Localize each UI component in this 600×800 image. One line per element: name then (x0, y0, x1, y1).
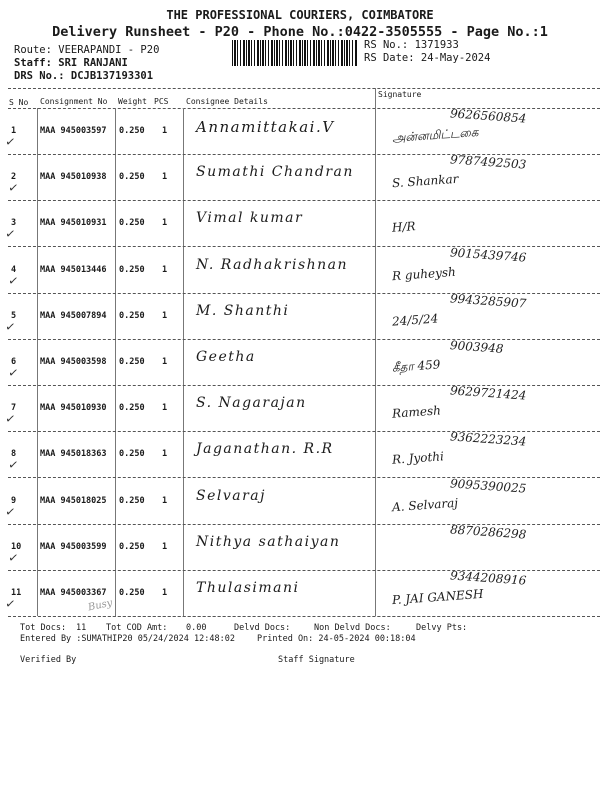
check-mark-icon: ✓ (7, 456, 19, 474)
row-weight: 0.250 (119, 218, 145, 228)
row-signature-number: 9015439746 (449, 245, 527, 265)
row-pcs: 1 (162, 126, 168, 136)
check-mark-icon: ✓ (4, 410, 16, 428)
col-weight: Weight (118, 97, 147, 106)
row-signature: P. JAI GANESH (391, 586, 484, 608)
row-weight: 0.250 (119, 265, 145, 275)
col-divider (37, 108, 38, 616)
rs-number: RS No.: 1371933 (364, 39, 459, 51)
check-mark-icon: ✓ (7, 364, 19, 382)
row-pcs: 1 (162, 357, 168, 367)
row-consignment: MAA 945010931 (40, 218, 107, 228)
check-mark-icon: ✓ (4, 318, 16, 336)
row-consignee-handwritten: Thulasimani (196, 580, 300, 596)
row-signature: R. Jyothi (391, 449, 445, 467)
row-consignment: MAA 945013446 (40, 265, 107, 275)
col-divider (375, 88, 376, 616)
entered-by: Entered By :SUMATHIP20 05/24/2024 12:48:02 (20, 634, 235, 644)
row-signature-number: 9344208916 (449, 568, 527, 588)
row-weight: 0.250 (119, 403, 145, 413)
row-sno: 3 (11, 218, 17, 228)
row-sno: 5 (11, 311, 17, 321)
row-pcs: 1 (162, 588, 168, 598)
row-consignee-handwritten: Annamittakai.V (196, 118, 335, 136)
tot-cod-value: 0.00 (186, 623, 207, 633)
row-weight: 0.250 (119, 449, 145, 459)
row-consignee-handwritten: Selvaraj (196, 488, 266, 504)
row-consignment: MAA 945003598 (40, 357, 107, 367)
col-sno: S No (9, 98, 29, 107)
col-consignment: Consignment No (40, 97, 108, 106)
tot-docs-value: 11 (76, 623, 87, 633)
row-consignment: MAA 945003597 (40, 126, 107, 136)
check-mark-icon: ✓ (4, 225, 16, 243)
row-sno: 7 (11, 403, 17, 413)
row-pcs: 1 (162, 496, 168, 506)
row-signature: Ramesh (391, 403, 442, 421)
row-divider (8, 293, 600, 294)
row-consignment: MAA 945007894 (40, 311, 107, 321)
verified-by: Verified By (20, 655, 77, 665)
table-bottom-rule (8, 616, 600, 617)
row-pcs: 1 (162, 218, 168, 228)
rs-date: RS Date: 24-May-2024 (364, 52, 491, 64)
runsheet-title: Delivery Runsheet - P20 - Phone No.:0422-3505555 - Page No.:1 (52, 24, 548, 40)
row-signature: A. Selvaraj (391, 495, 459, 515)
row-consignee-handwritten: Nithya sathaiyan (196, 534, 341, 550)
row-signature-number: 9629721424 (449, 383, 527, 403)
row-weight: 0.250 (119, 588, 145, 598)
col-signature: Signature (378, 90, 422, 99)
check-mark-icon: ✓ (7, 549, 19, 567)
row-consignment: MAA 945010930 (40, 403, 107, 413)
check-mark-icon: ✓ (4, 133, 16, 151)
row-consignee-handwritten: N. Radhakrishnan (196, 257, 349, 273)
table-top-rule (8, 88, 600, 89)
row-weight: 0.250 (119, 496, 145, 506)
row-consignment: MAA 945003599 (40, 542, 107, 552)
row-signature-number: 9943285907 (449, 291, 527, 311)
row-sno: 11 (11, 588, 22, 598)
row-signature-number: 8870286298 (449, 522, 527, 542)
row-signature-number: 9003948 (449, 338, 504, 356)
row-signature: 24/5/24 (391, 311, 439, 329)
staff-signature: Staff Signature (278, 655, 355, 665)
row-divider (8, 477, 600, 478)
row-pcs: 1 (162, 265, 168, 275)
row-weight: 0.250 (119, 357, 145, 367)
route: Route: VEERAPANDI - P20 (14, 44, 160, 56)
row-consignee-handwritten: M. Shanthi (196, 303, 290, 319)
row-sno: 2 (11, 172, 17, 182)
row-sno: 4 (11, 265, 17, 275)
check-mark-icon: ✓ (7, 272, 19, 290)
row-consignee-handwritten: Vimal kumar (196, 210, 304, 226)
row-signature: அன்னமிட்டகை (391, 125, 479, 146)
non-delvd-docs-label: Non Delvd Docs: (314, 623, 391, 633)
drs-number: DRS No.: DCJB137193301 (14, 70, 154, 82)
row-sno: 9 (11, 496, 17, 506)
col-consignee: Consignee Details (186, 97, 268, 106)
row-sno: 6 (11, 357, 17, 367)
row-signature-number: 9362223234 (449, 429, 527, 449)
row-pcs: 1 (162, 449, 168, 459)
col-divider (183, 108, 184, 616)
row-consignee-handwritten: S. Nagarajan (196, 395, 307, 411)
row-consignee-handwritten: Jaganathan. R.R (196, 441, 334, 457)
row-weight: 0.250 (119, 542, 145, 552)
row-consignment: MAA 945003367 (40, 588, 107, 598)
row-pcs: 1 (162, 403, 168, 413)
row-weight: 0.250 (119, 172, 145, 182)
printed-on: Printed On: 24-05-2024 00:18:04 (257, 634, 416, 644)
check-mark-icon: ✓ (4, 595, 16, 613)
delvd-docs-label: Delvd Docs: (234, 623, 291, 633)
row-consignee-handwritten: Sumathi Chandran (196, 164, 354, 180)
row-divider (8, 570, 600, 571)
row-signature-number: 9626560854 (449, 106, 527, 126)
row-divider (8, 524, 600, 525)
row-divider (8, 246, 600, 247)
company-name: THE PROFESSIONAL COURIERS, COIMBATORE (166, 8, 434, 22)
barcode (232, 40, 358, 66)
row-pcs: 1 (162, 172, 168, 182)
row-consignment: MAA 945018363 (40, 449, 107, 459)
row-sno: 1 (11, 126, 17, 136)
row-weight: 0.250 (119, 311, 145, 321)
table-header-rule (8, 108, 600, 109)
row-signature-number: 9095390025 (449, 476, 527, 496)
tot-docs-label: Tot Docs: (20, 623, 67, 633)
row-consignment: MAA 945010938 (40, 172, 107, 182)
row-weight: 0.250 (119, 126, 145, 136)
check-mark-icon: ✓ (7, 179, 19, 197)
col-divider (115, 108, 116, 616)
row-divider (8, 431, 600, 432)
tot-cod-label: Tot COD Amt: (106, 623, 168, 633)
row-signature-number: 9787492503 (449, 152, 527, 172)
row-signature: H/R (391, 219, 417, 235)
row-pcs: 1 (162, 311, 168, 321)
row-consignee-handwritten: Geetha (196, 349, 256, 365)
row-divider (8, 200, 600, 201)
row-sno: 10 (11, 542, 22, 552)
check-mark-icon: ✓ (4, 503, 16, 521)
row-signature: கீதா 459 (391, 357, 441, 375)
row-signature: S. Shankar (391, 171, 459, 191)
busy-stamp: Busy (87, 597, 114, 614)
row-pcs: 1 (162, 542, 168, 552)
row-divider (8, 339, 600, 340)
delvy-pts-label: Delvy Pts: (416, 623, 468, 633)
row-signature: R guheysh (391, 264, 457, 284)
staff: Staff: SRI RANJANI (14, 57, 128, 69)
row-divider (8, 385, 600, 386)
col-pcs: PCS (154, 97, 169, 106)
row-consignment: MAA 945018025 (40, 496, 107, 506)
row-sno: 8 (11, 449, 17, 459)
row-divider (8, 154, 600, 155)
